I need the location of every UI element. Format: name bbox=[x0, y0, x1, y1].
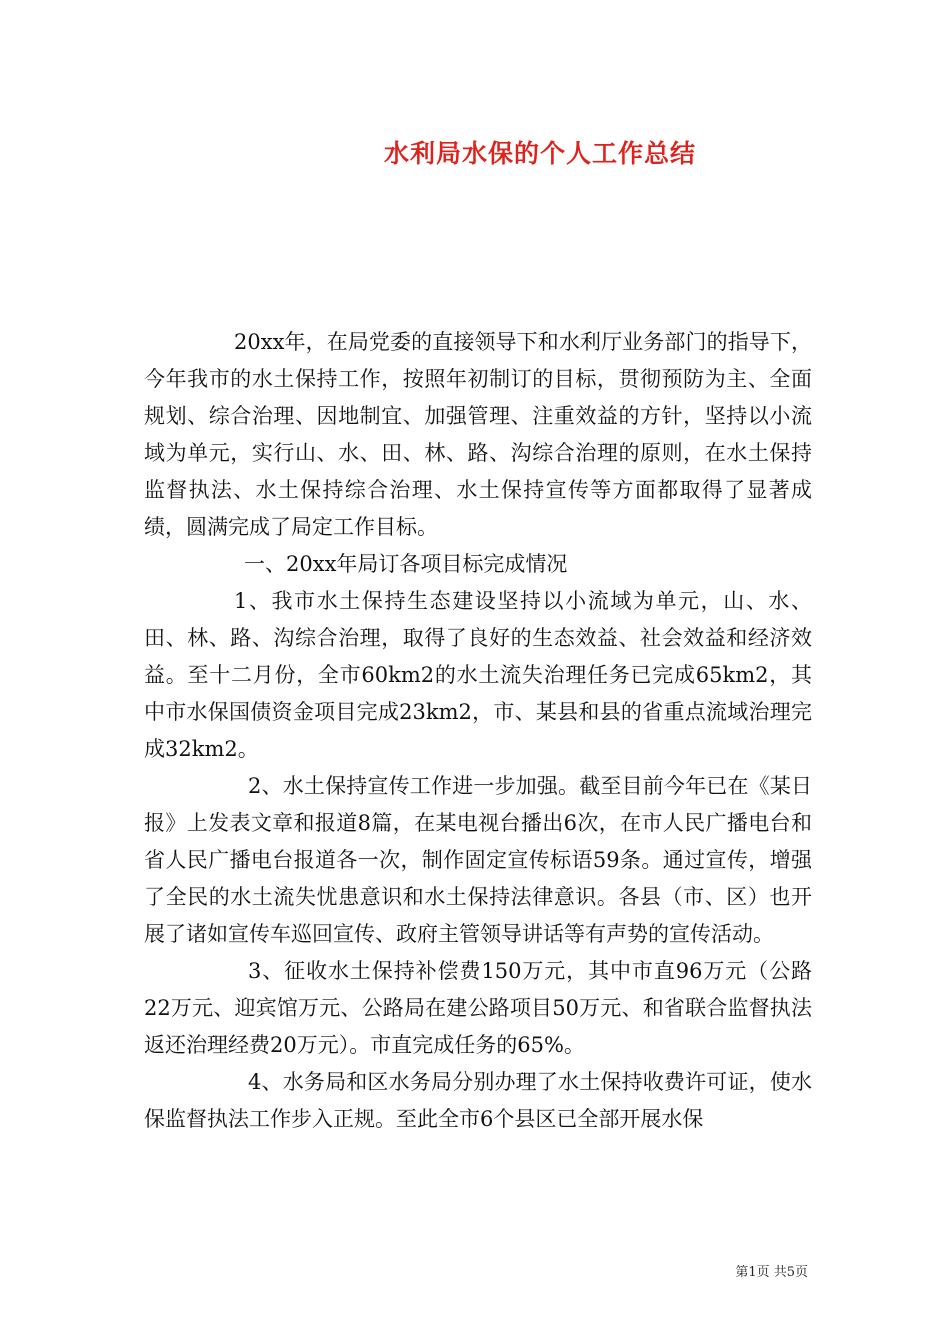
item-2-paragraph: 2、水土保持宣传工作进一步加强。截至目前今年已在《某日报》上发表文章和报道8篇，在某电视台播出6次，在市人民广播电台和省人民广播电台报道各一次，制作固定宣传标语59条。通过宣传，增强了全民的水土流失忧患意识和水土保持法律意识。各县（市、区）也开展了诸如宣传车巡回宣传、政府主管领导讲话等有声势的宣传活动。 bbox=[144, 774, 812, 946]
page-title: 水利局水保的个人工作总结 bbox=[383, 139, 696, 168]
document-body bbox=[144, 324, 812, 1138]
item-4-paragraph: 4、水务局和区水务局分别办理了水土保持收费许可证，使水保监督执法工作步入正规。至此全市6个县区已全部开展水保 bbox=[144, 1070, 812, 1131]
item-3-paragraph: 3、征收水土保持补偿费150万元，其中市直96万元（公路22万元、迎宾馆万元、公路局在建公路项目50万元、和省联合监督执法返还治理经费20万元）。市直完成任务的65%。 bbox=[144, 959, 812, 1057]
intro-paragraph: 20xx年，在局党委的直接领导下和水利厅业务部门的指导下，今年我市的水土保持工作，按照年初制订的目标，贯彻预防为主、全面规划、综合治理、因地制宜、加强管理、注重效益的方针，坚持以小流域为单元，实行山、水、田、林、路、沟综合治理的原则，在水土保持监督执法、水土保持综合治理、水土保持宣传等方面都取得了显著成绩，圆满完成了局定工作目标。 bbox=[144, 330, 812, 539]
item-1-paragraph: 1、我市水土保持生态建设坚持以小流域为单元，山、水、田、林、路、沟综合治理，取得了良好的生态效益、社会效益和经济效益。至十二月份，全市60km2的水土流失治理任务已完成65km2，其中市水保国债资金项目完成23km2，市、某县和县的省重点流域治理完成32km2。 bbox=[144, 589, 812, 761]
section-heading: 一、20xx年局订各项目标完成情况 bbox=[244, 552, 568, 576]
page-footer: 第1页 共5页 bbox=[735, 1265, 808, 1280]
